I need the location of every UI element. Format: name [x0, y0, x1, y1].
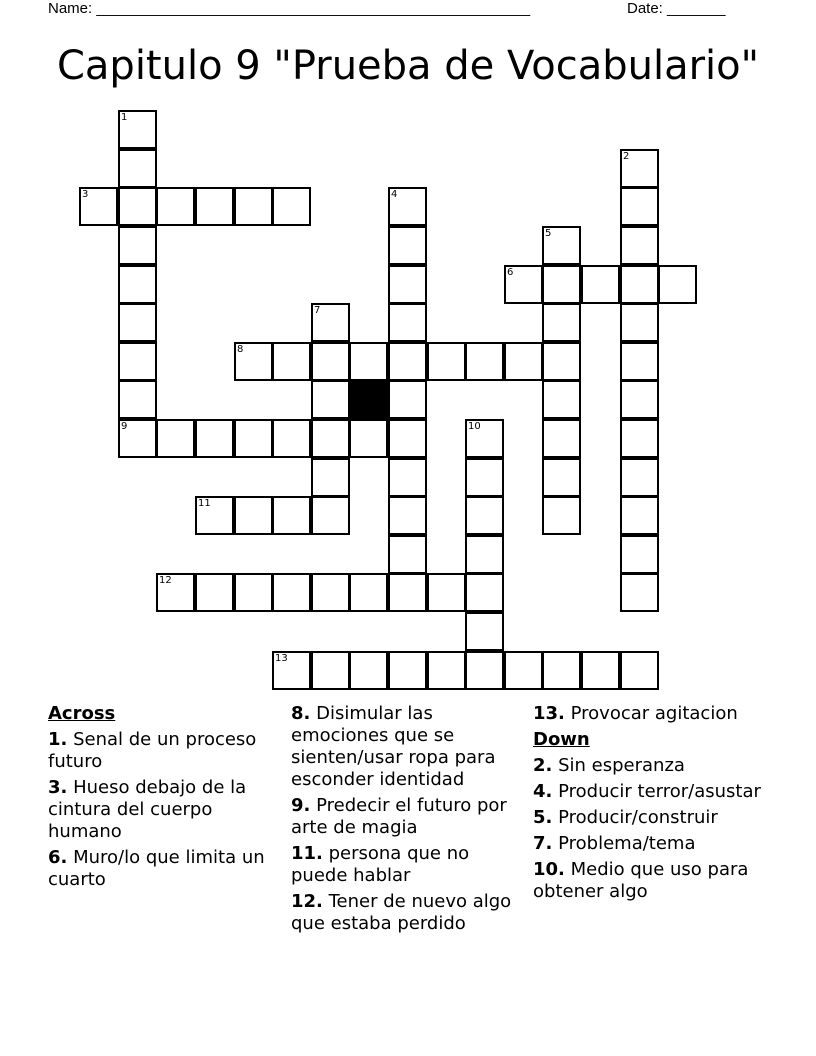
answer-cell[interactable] — [620, 342, 659, 381]
down-heading: Down — [533, 729, 590, 750]
answer-cell[interactable] — [118, 110, 157, 149]
answer-cell[interactable] — [620, 496, 659, 535]
answer-cell[interactable] — [311, 342, 350, 381]
across-heading: Across — [48, 703, 116, 724]
answer-cell[interactable] — [234, 496, 273, 535]
clue-number: 7. — [533, 833, 553, 854]
answer-cell[interactable] — [118, 303, 157, 342]
clue-number: 8. — [291, 703, 311, 724]
answer-cell[interactable] — [542, 651, 581, 690]
answer-cell[interactable] — [504, 265, 543, 304]
answer-cell[interactable] — [349, 573, 388, 612]
clue-start-number: 9 — [121, 421, 128, 432]
answer-cell[interactable] — [542, 458, 581, 497]
across-clue — [291, 843, 521, 887]
answer-cell[interactable] — [465, 535, 504, 574]
answer-cell[interactable] — [311, 380, 350, 419]
clues-column-3 — [533, 703, 763, 907]
answer-cell[interactable] — [427, 651, 466, 690]
answer-cell[interactable] — [658, 265, 697, 304]
answer-cell[interactable] — [581, 265, 620, 304]
clue-start-number: 10 — [468, 421, 481, 432]
clue-start-number: 13 — [275, 653, 288, 664]
answer-cell[interactable] — [465, 458, 504, 497]
clue-number: 10. — [533, 859, 565, 880]
answer-cell[interactable] — [620, 651, 659, 690]
answer-cell[interactable] — [272, 651, 311, 690]
answer-cell[interactable] — [388, 651, 427, 690]
clue-text: Producir terror/asustar — [552, 781, 761, 802]
answer-cell[interactable] — [272, 187, 311, 226]
clue-text: Medio que uso para obtener algo — [533, 859, 749, 902]
answer-cell[interactable] — [542, 265, 581, 304]
answer-cell[interactable] — [234, 342, 273, 381]
answer-cell[interactable] — [118, 149, 157, 188]
answer-cell[interactable] — [79, 187, 118, 226]
answer-cell[interactable] — [388, 573, 427, 612]
answer-cell[interactable] — [118, 419, 157, 458]
answer-cell[interactable] — [234, 419, 273, 458]
answer-cell[interactable] — [156, 419, 195, 458]
answer-cell[interactable] — [620, 380, 659, 419]
clue-number: 2. — [533, 755, 553, 776]
clue-number: 6. — [48, 847, 68, 868]
down-clue — [533, 755, 763, 777]
answer-cell[interactable] — [620, 265, 659, 304]
date-field-line: Date: _______ — [627, 0, 726, 17]
clue-start-number: 5 — [545, 228, 552, 239]
answer-cell[interactable] — [195, 573, 234, 612]
across-clue — [291, 795, 521, 839]
answer-cell[interactable] — [427, 342, 466, 381]
answer-cell[interactable] — [620, 458, 659, 497]
answer-cell[interactable] — [118, 187, 157, 226]
answer-cell[interactable] — [388, 380, 427, 419]
clue-text: Tener de nuevo algo que estaba perdido — [291, 891, 512, 934]
answer-cell[interactable] — [542, 226, 581, 265]
answer-cell[interactable] — [620, 419, 659, 458]
clue-start-number: 4 — [391, 189, 398, 200]
clue-start-number: 1 — [121, 112, 128, 123]
answer-cell[interactable] — [272, 419, 311, 458]
clue-start-number: 3 — [82, 189, 89, 200]
clue-start-number: 11 — [198, 498, 211, 509]
clue-start-number: 12 — [159, 575, 172, 586]
down-clue — [533, 807, 763, 829]
answer-cell[interactable] — [388, 342, 427, 381]
answer-cell[interactable] — [388, 187, 427, 226]
answer-cell[interactable] — [156, 573, 195, 612]
answer-cell[interactable] — [620, 187, 659, 226]
answer-cell[interactable] — [620, 226, 659, 265]
answer-cell[interactable] — [620, 303, 659, 342]
answer-cell[interactable] — [272, 342, 311, 381]
blocked-cell — [349, 380, 388, 419]
answer-cell[interactable] — [118, 342, 157, 381]
answer-cell[interactable] — [234, 573, 273, 612]
answer-cell[interactable] — [542, 380, 581, 419]
across-clue — [291, 891, 521, 935]
answer-cell[interactable] — [620, 535, 659, 574]
answer-cell[interactable] — [195, 187, 234, 226]
answer-cell[interactable] — [542, 342, 581, 381]
answer-cell[interactable] — [118, 380, 157, 419]
across-clue — [48, 729, 278, 773]
clue-number: 11. — [291, 843, 323, 864]
answer-cell[interactable] — [388, 265, 427, 304]
across-clue — [533, 703, 763, 725]
answer-cell[interactable] — [465, 342, 504, 381]
answer-cell[interactable] — [156, 187, 195, 226]
clue-text: Problema/tema — [552, 833, 696, 854]
clue-start-number: 7 — [314, 305, 321, 316]
across-clue — [48, 847, 278, 891]
clue-text: Hueso debajo de la cintura del cuerpo humano — [48, 777, 247, 842]
answer-cell[interactable] — [272, 573, 311, 612]
answer-cell[interactable] — [465, 573, 504, 612]
answer-cell[interactable] — [388, 535, 427, 574]
answer-cell[interactable] — [388, 303, 427, 342]
answer-cell[interactable] — [542, 496, 581, 535]
answer-cell[interactable] — [504, 651, 543, 690]
down-clue — [533, 781, 763, 803]
clue-start-number: 8 — [237, 344, 244, 355]
clue-number: 13. — [533, 703, 565, 724]
answer-cell[interactable] — [349, 419, 388, 458]
answer-cell[interactable] — [311, 419, 350, 458]
across-clue — [48, 777, 278, 843]
answer-cell[interactable] — [311, 458, 350, 497]
answer-cell[interactable] — [349, 651, 388, 690]
clue-text: Sin esperanza — [552, 755, 685, 776]
answer-cell[interactable] — [388, 496, 427, 535]
clue-text: Disimular las emociones que se sienten/usar ropa para esconder identidad — [291, 703, 496, 790]
clue-number: 1. — [48, 729, 68, 750]
answer-cell[interactable] — [118, 226, 157, 265]
answer-cell[interactable] — [311, 573, 350, 612]
clue-number: 3. — [48, 777, 68, 798]
answer-cell[interactable] — [118, 265, 157, 304]
answer-cell[interactable] — [581, 651, 620, 690]
answer-cell[interactable] — [620, 573, 659, 612]
answer-cell[interactable] — [542, 303, 581, 342]
answer-cell[interactable] — [388, 419, 427, 458]
answer-cell[interactable] — [311, 303, 350, 342]
clues-column-2 — [291, 703, 521, 939]
clue-text: Provocar agitacion — [564, 703, 738, 724]
clue-start-number: 6 — [507, 267, 514, 278]
answer-cell[interactable] — [465, 496, 504, 535]
answer-cell[interactable] — [311, 496, 350, 535]
answer-cell[interactable] — [465, 419, 504, 458]
answer-cell[interactable] — [620, 149, 659, 188]
answer-cell[interactable] — [427, 573, 466, 612]
clue-text: Producir/construir — [552, 807, 718, 828]
answer-cell[interactable] — [465, 612, 504, 651]
answer-cell[interactable] — [388, 226, 427, 265]
answer-cell[interactable] — [234, 187, 273, 226]
answer-cell[interactable] — [195, 496, 234, 535]
clue-start-number: 2 — [623, 151, 630, 162]
name-field-line: Name: ____________________________________________________ — [48, 0, 531, 17]
clues-column-1 — [48, 703, 278, 895]
clue-text: Muro/lo que limita un cuarto — [48, 847, 265, 890]
down-clue — [533, 833, 763, 855]
page-title: Capitulo 9 "Prueba de Vocabulario" — [56, 43, 760, 89]
clue-text: Senal de un proceso futuro — [48, 729, 257, 772]
answer-cell[interactable] — [195, 419, 234, 458]
down-clue — [533, 859, 763, 903]
clue-number: 9. — [291, 795, 311, 816]
clue-number: 5. — [533, 807, 553, 828]
answer-cell[interactable] — [465, 651, 504, 690]
clue-number: 4. — [533, 781, 553, 802]
answer-cell[interactable] — [349, 342, 388, 381]
across-clue — [291, 703, 521, 791]
answer-cell[interactable] — [504, 342, 543, 381]
answer-cell[interactable] — [388, 458, 427, 497]
answer-cell[interactable] — [272, 496, 311, 535]
clue-text: Predecir el futuro por arte de magia — [291, 795, 507, 838]
clue-text: persona que no puede hablar — [291, 843, 470, 886]
answer-cell[interactable] — [542, 419, 581, 458]
answer-cell[interactable] — [311, 651, 350, 690]
clue-number: 12. — [291, 891, 323, 912]
